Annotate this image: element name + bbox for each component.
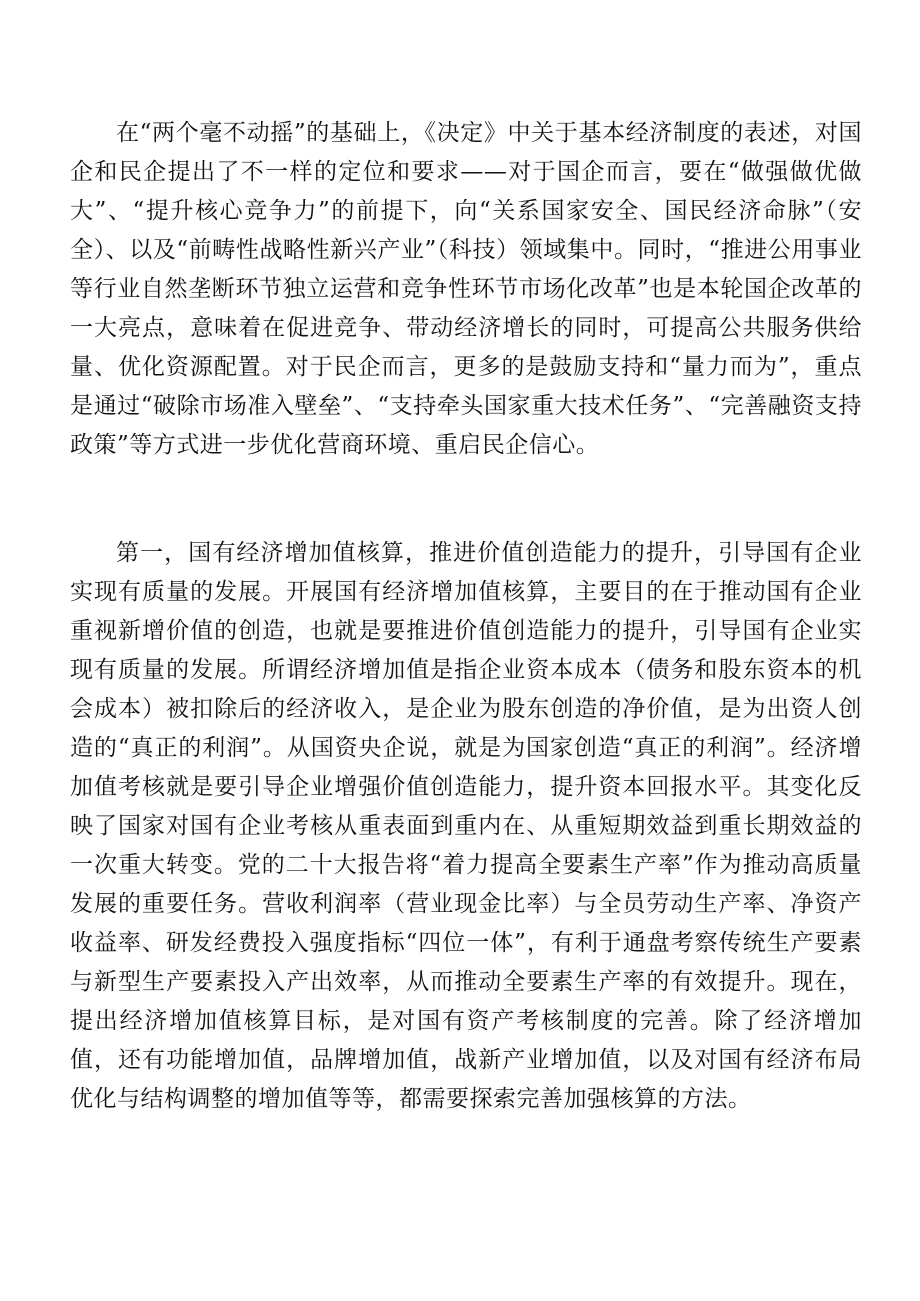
paragraph-basic-economic-system: 在“两个毫不动摇”的基础上，《决定》中关于基本经济制度的表述，对国企和民企提出了不一样的定位和要求——对于国企而言，要在“做强做优做大”、“提升核心竞争力”的前提下，向“关系国家安全、国民经济命脉”（安全）、以及“前畴性战略性新兴产业”（科技）领域集中。同时，“推进公用事业等行业自然垄断环节独立运营和竞争性环节市场化改革”也是本轮国企改革的一大亮点，意味着在促进竞争、带动经济增长的同时，可提高公共服务供给量、优化资源配置。对于民企而言，更多的是鼓励支持和“量力而为”，重点是通过“破除市场准入壁垒”、“支持牵头国家重大技术任务”、“完善融资支持政策”等方式进一步优化营商环境、重启民企信心。 [70,120,862,458]
paragraph-value-added-accounting: 第一，国有经济增加值核算，推进价值创造能力的提升，引导国有企业实现有质量的发展。开展国有经济增加值核算，主要目的在于推动国有企业重视新增价值的创造，也就是要推进价值创造能力的提升，引导国有企业实现有质量的发展。所谓经济增加值是指企业资本成本（债务和股东资本的机会成本）被扣除后的经济收入，是企业为股东创造的净价值，是为出资人创造的“真正的利润”。从国资央企说，就是为国家创造“真正的利润”。经济增加值考核就是要引导企业增强价值创造能力，提升资本回报水平。其变化反映了国家对国有企业考核从重表面到重内在、从重短期效益到重长期效益的一次重大转变。党的二十大报告将“着力提高全要素生产率”作为推动高质量发展的重要任务。营收利润率（营业现金比率）与全员劳动生产率、净资产收益率、研发经费投入强度指标“四位一体”，有利于通盘考察传统生产要素与新型生产要素投入产出效率，从而推动全要素生产率的有效提升。现在，提出经济增加值核算目标，是对国有资产考核制度的完善。除了经济增加值，还有功能增加值，品牌增加值，战新产业增加值，以及对国有经济布局优化与结构调整的增加值等等，都需要探索完善加强核算的方法。 [70,540,862,1112]
